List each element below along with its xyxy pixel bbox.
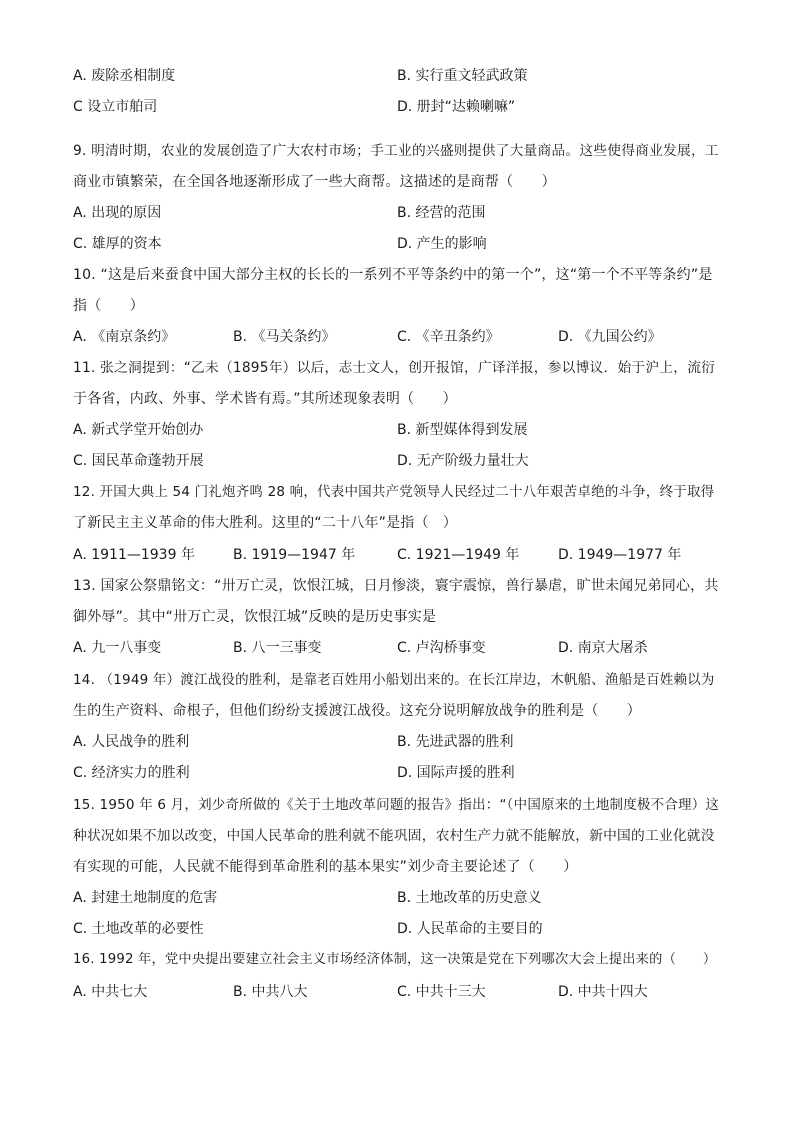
q12-option-b: B. 1919—1947 年	[233, 547, 356, 563]
q9-option-d: D. 产生的影响	[397, 236, 487, 252]
q15-option-a: A. 封建土地制度的危害	[73, 890, 218, 906]
q13-stem-line-1: 13. 国家公祭鼎铭文：“卅万亡灵，饮恨江城，日月惨淡，寰宇震惊，兽行暴虐，旷世未闻兄弟同心，共	[73, 578, 719, 594]
q16-option-d: D. 中共十四大	[558, 984, 648, 1000]
q12-stem-line-1: 12. 开国大典上 54 门礼炮齐鸣 28 响，代表中国共产党领导人民经过二十八年艰苦卓绝的斗争，终于取得	[73, 484, 715, 500]
q11-option-b: B. 新型媒体得到发展	[397, 422, 528, 438]
q15-stem-line-3: 有实现的可能，人民就不能得到革命胜利的基本果实”刘少奇主要论述了（ ）	[73, 859, 578, 875]
q15-option-d: D. 人民革命的主要目的	[397, 921, 543, 937]
q12-option-d: D. 1949—1977 年	[558, 547, 682, 563]
q13-option-d: D. 南京大屠杀	[558, 640, 648, 656]
q13-stem-line-2: 御外辱”。其中“卅万亡灵，饮恨江城”反映的是历史事实是	[73, 609, 437, 625]
q12-stem-line-2: 了新民主主义革命的伟大胜利。这里的“二十八年”是指（ ）	[73, 515, 458, 531]
q9-stem-line-2: 商业市镇繁荣，在全国各地逐渐形成了一些大商帮。这描述的是商帮（ ）	[73, 174, 556, 190]
q8-option-c: C 设立市舶司	[73, 99, 158, 115]
q10-option-d: D. 《九国公约》	[558, 329, 662, 345]
q8-option-d: D. 册封“达赖喇嘛”	[397, 99, 516, 115]
q16-option-a: A. 中共七大	[73, 984, 148, 1000]
q14-stem-line-1: 14. （1949 年）渡江战役的胜利，是靠老百姓用小船划出来的。在长江岸边，木帆船、渔船是百姓赖以为	[73, 672, 715, 688]
q9-stem-line-1: 9. 明清时期，农业的发展创造了广大农村市场；手工业的兴盛则提供了大量商品。这些使得商业发展，工	[73, 143, 719, 159]
q11-option-c: C. 国民革命蓬勃开展	[73, 453, 204, 469]
q13-option-a: A. 九一八事变	[73, 640, 162, 656]
q8-option-a: A. 废除丞相制度	[73, 68, 176, 84]
q9-option-a: A. 出现的原因	[73, 205, 162, 221]
q11-option-d: D. 无产阶级力量壮大	[397, 453, 529, 469]
q14-option-d: D. 国际声援的胜利	[397, 765, 515, 781]
q12-option-c: C. 1921—1949 年	[397, 547, 520, 563]
q11-option-a: A. 新式学堂开始创办	[73, 422, 204, 438]
q16-option-b: B. 中共八大	[233, 984, 308, 1000]
q14-option-c: C. 经济实力的胜利	[73, 765, 190, 781]
q10-option-a: A. 《南京条约》	[73, 329, 176, 345]
q15-stem-line-2: 种状况如果不加以改变，中国人民革命的胜利就不能巩固，农村生产力就不能解放，新中国的工业化就没	[73, 828, 715, 844]
q14-option-a: A. 人民战争的胜利	[73, 734, 190, 750]
q15-option-c: C. 土地改革的必要性	[73, 921, 204, 937]
q9-option-b: B. 经营的范围	[397, 205, 486, 221]
q9-option-c: C. 雄厚的资本	[73, 236, 162, 252]
q11-stem-line-1: 11. 张之洞提到：“乙未（1895年）以后，志士文人，创开报馆，广译洋报，参以博议．始于沪上，流衍	[73, 360, 716, 376]
q12-option-a: A. 1911—1939 年	[73, 547, 195, 563]
q13-option-c: C. 卢沟桥事变	[397, 640, 486, 656]
q14-stem-line-2: 生的生产资料、命根子，但他们纷纷支援渡江战役。这充分说明解放战争的胜利是（ ）	[73, 703, 641, 719]
q10-option-b: B. 《马关条约》	[233, 329, 336, 345]
q16-option-c: C. 中共十三大	[397, 984, 486, 1000]
q10-option-c: C. 《辛丑条约》	[397, 329, 500, 345]
q13-option-b: B. 八一三事变	[233, 640, 322, 656]
q11-stem-line-2: 于各省，内政、外事、学术皆有焉。”其所述现象表明（ ）	[73, 391, 457, 407]
q10-stem-line-2: 指（ ）	[73, 298, 144, 314]
q15-option-b: B. 土地改革的历史意义	[397, 890, 542, 906]
q15-stem-line-1: 15. 1950 年 6 月，刘少奇所做的《关于土地改革问题的报告》指出：“（中国原来的土地制度极不合理）这	[73, 797, 720, 813]
q10-stem-line-1: 10. “这是后来蚕食中国大部分主权的长长的一系列不平等条约中的第一个”，这“第一个不平等条约”是	[73, 267, 713, 283]
q14-option-b: B. 先进武器的胜利	[397, 734, 514, 750]
q8-option-b: B. 实行重文轻武政策	[397, 68, 528, 84]
q16-stem-line-1: 16. 1992 年，党中央提出要建立社会主义市场经济体制，这一决策是党在下列哪次大会上提出来的（ ）	[73, 952, 717, 967]
